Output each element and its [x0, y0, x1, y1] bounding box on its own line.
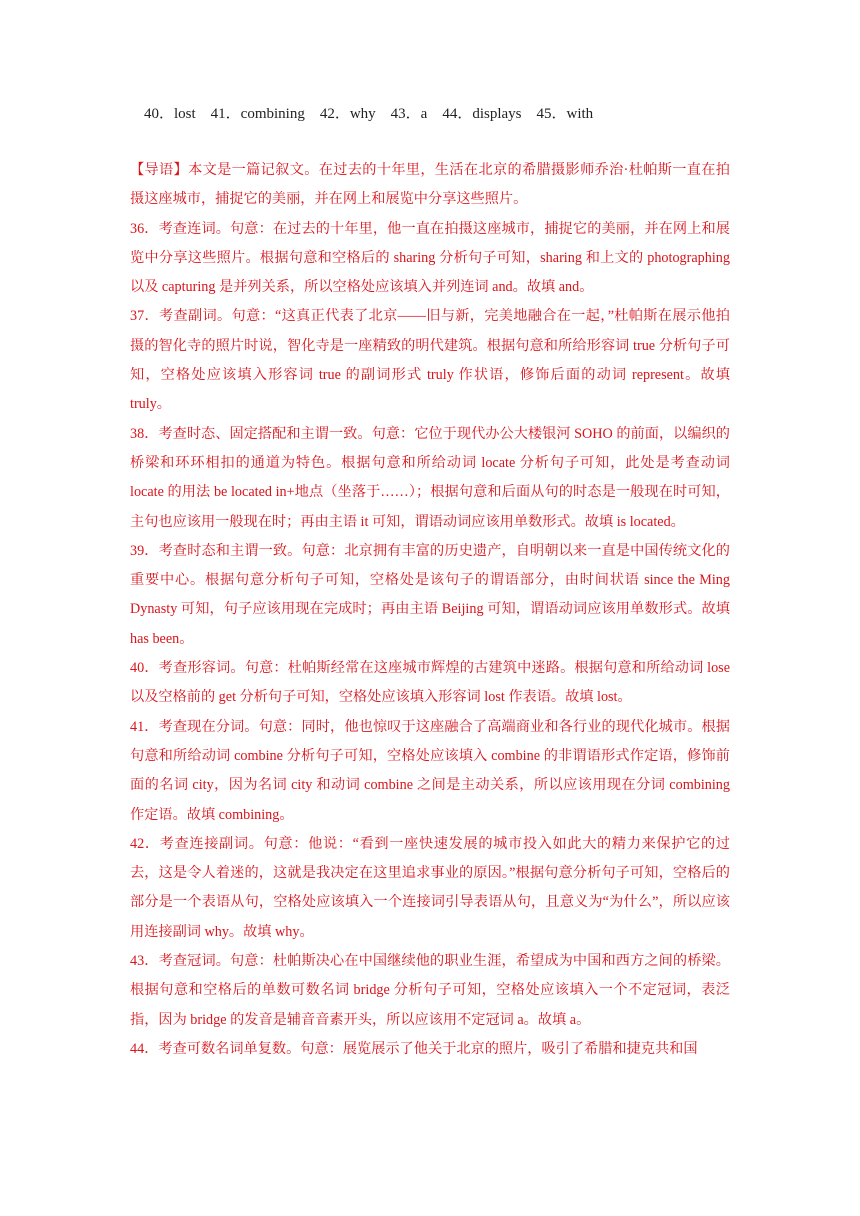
explanation-36: 36．考查连词。句意：在过去的十年里，他一直在拍摄这座城市，捕捉它的美丽，并在网上和展览中分享这些照片。根据句意和空格后的 sharing 分析句子可知，sharing 和上文的 photographing 以及 capturing 是并列关系，所以空格处应该填入并列连词 and。故填 and。 [130, 220, 730, 296]
answer-key-line: 40．lost 41．combining 42．why 43．a 44．displays 45．with [144, 106, 594, 122]
explanation-42: 42．考查连接副词。句意：他说：“看到一座快速发展的城市投入如此大的精力来保护它的过去，这是令人着迷的，这就是我决定在这里追求事业的原因。”根据句意分析句子可知，空格后的部分是一个表语从句，空格处应该填入一个连接词引导表语从句，且意义为“为什么”，所以应该用连接副词 why。故填 why。 [130, 835, 730, 940]
explanation-44: 44．考查可数名词单复数。句意：展览展示了他关于北京的照片，吸引了希腊和捷克共和国 [130, 1040, 698, 1057]
explanation-41: 41．考查现在分词。句意：同时，他也惊叹于这座融合了高端商业和各行业的现代化城市。根据句意和所给动词 combine 分析句子可知，空格处应该填入 combine 的非谓语形式作定语，修饰前面的名词 city，因为名词 city 和动词 combine 之间是主动关系，所以应该用现在分词 combining 作定语。故填 combining。 [130, 718, 730, 823]
explanation-37: 37．考查副词。句意：“这真正代表了北京——旧与新，完美地融合在一起，”杜帕斯在展示他拍摄的智化寺的照片时说，智化寺是一座精致的明代建筑。根据句意和所给形容词 true 分析句子可知，空格处应该填入形容词 true 的副词形式 truly 作状语，修饰后面的动词 represent。故填 truly。 [130, 308, 730, 413]
explanation-38: 38．考查时态、固定搭配和主谓一致。句意：它位于现代办公大楼银河 SOHO 的前面，以编织的桥梁和环环相扣的通道为特色。根据句意和所给动词 locate 分析句子可知，此处是考查动词 locate 的用法 be located in+地点（坐落于……）；根据句意和后面从句的时态是一般现在时可知，主句也应该用一般现在时；再由主语 it 可知，谓语动词应该用单数形式。故填 is located。 [130, 425, 730, 530]
explanation-39: 39．考查时态和主谓一致。句意：北京拥有丰富的历史遗产，自明朝以来一直是中国传统文化的重要中心。根据句意分析句子可知，空格处是该句子的谓语部分，由时间状语 since the Ming Dynasty 可知，句子应该用现在完成时；再由主语 Beijing 可知，谓语动词应该用单数形式。故填 has been。 [130, 542, 730, 647]
intro-paragraph: 【导语】本文是一篇记叙文。在过去的十年里，生活在北京的希腊摄影师乔治·杜帕斯一直在拍摄这座城市，捕捉它的美丽，并在网上和展览中分享这些照片。 [130, 162, 730, 208]
explanation-body [130, 156, 730, 1064]
explanation-40: 40．考查形容词。句意：杜帕斯经常在这座城市辉煌的古建筑中迷路。根据句意和所给动词 lose 以及空格前的 get 分析句子可知，空格处应该填入形容词 lost 作表语。故填 lost。 [130, 660, 730, 706]
explanation-43: 43．考查冠词。句意：杜帕斯决心在中国继续他的职业生涯，希望成为中国和西方之间的桥梁。根据句意和空格后的单数可数名词 bridge 分析句子可知，空格处应该填入一个不定冠词，表泛指，因为 bridge 的发音是辅音音素开头，所以应该用不定冠词 a。故填 a。 [130, 953, 730, 1028]
